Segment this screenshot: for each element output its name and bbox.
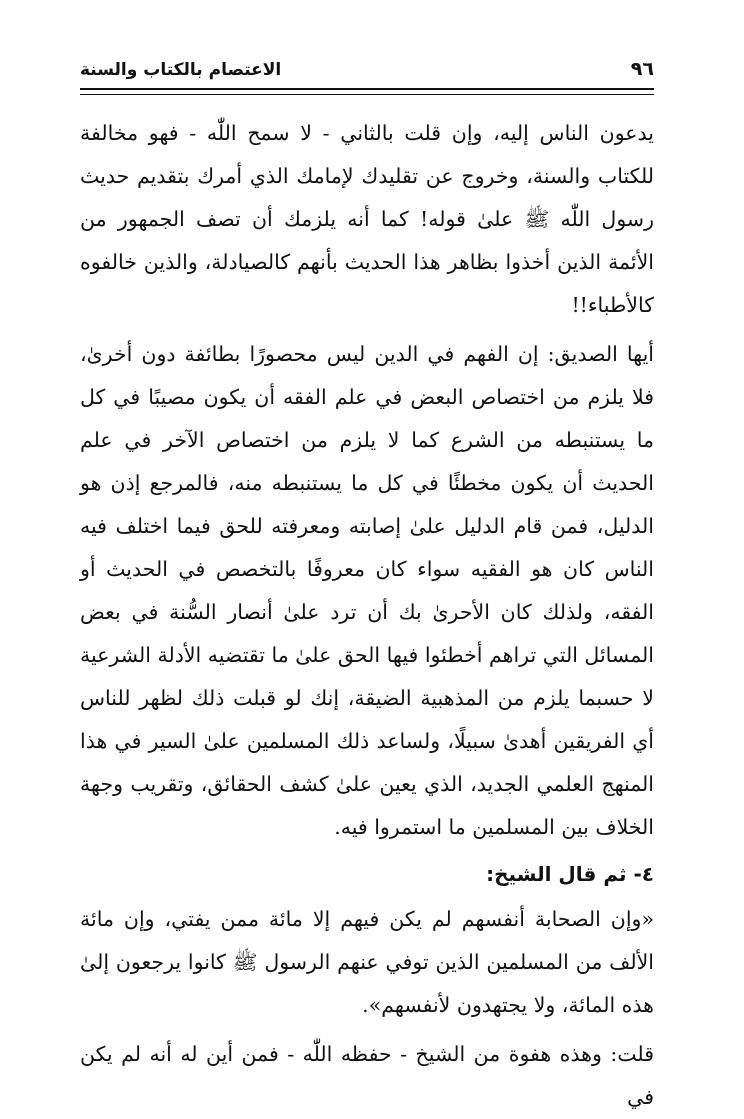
page-header	[80, 58, 654, 86]
paragraph-1: يدعون الناس إليه، وإن قلت بالثاني - لا سمح اللّٰه - فهو مخالفة للكتاب والسنة، وخروج عن تقليدك لإمامك الذي أمرك بتقديم حديث رسول اللّٰه ﷺ علىٰ قوله! كما أنه يلزمك أن تصف الجمهور من الأئمة الذين أخذوا بظاهر هذا الحديث بأنهم كالصيادلة، والذين خالفوه كالأطباء!!	[80, 121, 654, 317]
body-text	[80, 112, 654, 1119]
paragraph-3-quote: «وإن الصحابة أنفسهم لم يكن فيهم إلا مائة ممن يفتي، وإن مائة الألف من المسلمين الذين توفي عنهم الرسول ﷺ كانوا يرجعون إلىٰ هذه المائة، ولا يجتهدون لأنفسهم».	[80, 907, 654, 1017]
section-heading: ٤- ثم قال الشيخ:	[486, 862, 654, 886]
paragraph-2: أيها الصديق: إن الفهم في الدين ليس محصورًا بطائفة دون أخرىٰ، فلا يلزم من اختصاص البعض في علم الفقه أن يكون مصيبًا في كل ما يستنبطه من الشرع كما لا يلزم من اختصاص الآخر في علم الحديث أن يكون مخطئًا في كل ما يستنبطه منه، فالمرجع إذن هو الدليل، فمن قام الدليل علىٰ إصابته ومعرفته للحق فيما اختلف فيه الناس كان هو الفقيه سواء كان معروفًا بالتخصص في الحديث أو الفقه، ولذلك كان الأحرىٰ بك أن ترد علىٰ أنصار السُّنة في بعض المسائل التي تراهم أخطئوا فيها الحق علىٰ ما تقتضيه الأدلة الشرعية لا حسبما يلزم من المذهبية الضيقة، إنك لو قبلت ذلك لظهر للناس أي الفريقين أهدىٰ سبيلًا، ولساعد ذلك المسلمين علىٰ السير في هذا المنهج العلمي الجديد، الذي يعين علىٰ كشف الحقائق، وتقريب وجهة الخلاف بين المسلمين ما استمروا فيه.	[80, 342, 654, 839]
paragraph-4: قلت: وهذه هفوة من الشيخ - حفظه اللّٰه - فمن أين له أنه لم يكن في	[80, 1042, 654, 1109]
running-title: الاعتصام بالكتاب والسنة	[80, 60, 282, 80]
header-rule-thin	[80, 94, 654, 95]
page-number: ٩٦	[630, 58, 654, 80]
header-rule-thick	[80, 88, 654, 90]
